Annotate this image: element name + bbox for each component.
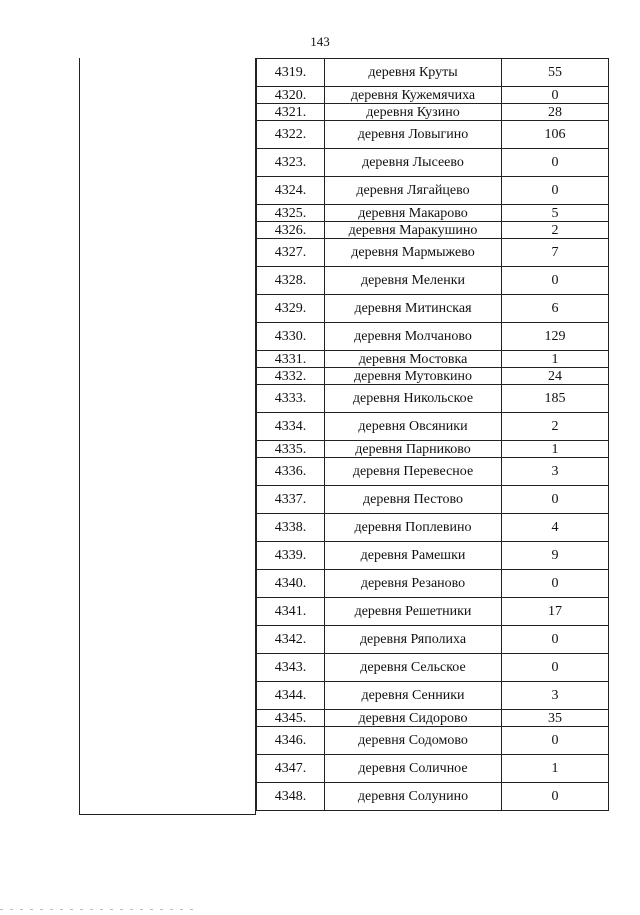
settlement-name: деревня Резаново — [325, 570, 502, 598]
settlement-name: деревня Лягайцево — [325, 177, 502, 205]
settlement-name: деревня Содомово — [325, 727, 502, 755]
row-value: 0 — [502, 626, 609, 654]
table-row — [257, 104, 609, 121]
table-row — [257, 351, 609, 368]
row-value: 0 — [502, 570, 609, 598]
row-number: 4336. — [257, 458, 325, 486]
row-value: 2 — [502, 222, 609, 239]
table-row — [257, 514, 609, 542]
row-value: 35 — [502, 710, 609, 727]
settlement-name: деревня Соличное — [325, 755, 502, 783]
row-number: 4348. — [257, 783, 325, 811]
scan-artifact — [0, 897, 220, 903]
table-row — [257, 570, 609, 598]
row-number: 4342. — [257, 626, 325, 654]
row-number: 4323. — [257, 149, 325, 177]
row-number: 4333. — [257, 385, 325, 413]
settlement-name: деревня Солунино — [325, 783, 502, 811]
settlement-name: деревня Мостовка — [325, 351, 502, 368]
settlement-name: деревня Рамешки — [325, 542, 502, 570]
settlement-name: деревня Макарово — [325, 205, 502, 222]
table-row — [257, 205, 609, 222]
settlement-table — [79, 58, 605, 815]
settlement-name: деревня Поплевино — [325, 514, 502, 542]
row-value: 0 — [502, 149, 609, 177]
row-number: 4331. — [257, 351, 325, 368]
row-value: 0 — [502, 267, 609, 295]
row-number: 4330. — [257, 323, 325, 351]
table-row — [257, 267, 609, 295]
table-left-column — [79, 58, 256, 815]
table-row — [257, 710, 609, 727]
settlement-name: деревня Митинская — [325, 295, 502, 323]
row-value: 24 — [502, 368, 609, 385]
row-value: 1 — [502, 351, 609, 368]
table-body — [257, 59, 609, 811]
row-number: 4338. — [257, 514, 325, 542]
row-number: 4326. — [257, 222, 325, 239]
page-number: 143 — [310, 34, 330, 49]
settlement-name: деревня Перевесное — [325, 458, 502, 486]
row-value: 185 — [502, 385, 609, 413]
row-number: 4334. — [257, 413, 325, 441]
row-value: 7 — [502, 239, 609, 267]
settlement-name: деревня Маракушино — [325, 222, 502, 239]
row-value: 3 — [502, 458, 609, 486]
row-number: 4337. — [257, 486, 325, 514]
table-row — [257, 654, 609, 682]
table-row — [257, 727, 609, 755]
settlement-name: деревня Кужемячиха — [325, 87, 502, 104]
settlement-name: деревня Сидорово — [325, 710, 502, 727]
row-number: 4339. — [257, 542, 325, 570]
row-number: 4340. — [257, 570, 325, 598]
table-row — [257, 385, 609, 413]
row-value: 0 — [502, 727, 609, 755]
row-number: 4341. — [257, 598, 325, 626]
row-value: 2 — [502, 413, 609, 441]
row-number: 4321. — [257, 104, 325, 121]
row-value: 9 — [502, 542, 609, 570]
row-value: 106 — [502, 121, 609, 149]
row-number: 4345. — [257, 710, 325, 727]
row-value: 1 — [502, 755, 609, 783]
settlement-name: деревня Овсяники — [325, 413, 502, 441]
settlement-name: деревня Круты — [325, 59, 502, 87]
settlement-name: деревня Мармыжево — [325, 239, 502, 267]
table-row — [257, 295, 609, 323]
row-value: 6 — [502, 295, 609, 323]
settlement-name: деревня Лысеево — [325, 149, 502, 177]
table-row — [257, 755, 609, 783]
settlement-name: деревня Решетники — [325, 598, 502, 626]
row-value: 129 — [502, 323, 609, 351]
table-row — [257, 783, 609, 811]
table-row — [257, 598, 609, 626]
table-row — [257, 87, 609, 104]
table-row — [257, 441, 609, 458]
row-number: 4335. — [257, 441, 325, 458]
row-number: 4328. — [257, 267, 325, 295]
table-row — [257, 121, 609, 149]
row-number: 4332. — [257, 368, 325, 385]
row-number: 4324. — [257, 177, 325, 205]
row-number: 4320. — [257, 87, 325, 104]
table-row — [257, 59, 609, 87]
settlement-name: деревня Молчаново — [325, 323, 502, 351]
row-number: 4344. — [257, 682, 325, 710]
settlement-name: деревня Мутовкино — [325, 368, 502, 385]
row-value: 0 — [502, 486, 609, 514]
settlement-name: деревня Никольское — [325, 385, 502, 413]
settlement-name: деревня Сенники — [325, 682, 502, 710]
row-value: 4 — [502, 514, 609, 542]
table-row — [257, 682, 609, 710]
row-value: 0 — [502, 783, 609, 811]
row-value: 3 — [502, 682, 609, 710]
row-value: 5 — [502, 205, 609, 222]
row-number: 4322. — [257, 121, 325, 149]
records-table — [256, 58, 609, 811]
table-row — [257, 323, 609, 351]
settlement-name: деревня Сельское — [325, 654, 502, 682]
table-row — [257, 177, 609, 205]
table-row — [257, 626, 609, 654]
row-value: 28 — [502, 104, 609, 121]
settlement-name: деревня Парниково — [325, 441, 502, 458]
settlement-name: деревня Ловыгино — [325, 121, 502, 149]
table-row — [257, 239, 609, 267]
table-row — [257, 542, 609, 570]
settlement-name: деревня Ряполиха — [325, 626, 502, 654]
row-number: 4327. — [257, 239, 325, 267]
row-number: 4329. — [257, 295, 325, 323]
row-number: 4343. — [257, 654, 325, 682]
table-row — [257, 486, 609, 514]
row-number: 4347. — [257, 755, 325, 783]
row-number: 4325. — [257, 205, 325, 222]
settlement-name: деревня Меленки — [325, 267, 502, 295]
row-value: 1 — [502, 441, 609, 458]
row-value: 55 — [502, 59, 609, 87]
table-row — [257, 413, 609, 441]
settlement-name: деревня Кузино — [325, 104, 502, 121]
settlement-name: деревня Пестово — [325, 486, 502, 514]
row-value: 0 — [502, 177, 609, 205]
row-number: 4319. — [257, 59, 325, 87]
table-row — [257, 458, 609, 486]
row-number: 4346. — [257, 727, 325, 755]
row-value: 0 — [502, 654, 609, 682]
table-row — [257, 222, 609, 239]
table-row — [257, 368, 609, 385]
table-row — [257, 149, 609, 177]
row-value: 0 — [502, 87, 609, 104]
row-value: 17 — [502, 598, 609, 626]
